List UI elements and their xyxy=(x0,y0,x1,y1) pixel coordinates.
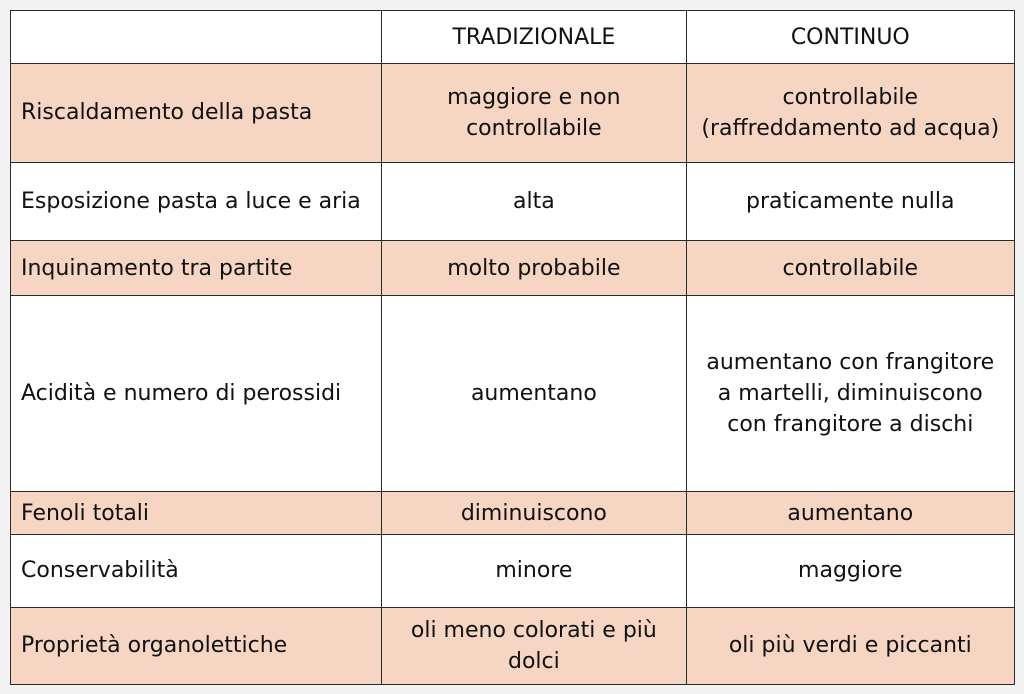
continuo-value: controllabile xyxy=(686,241,1014,296)
table-header-row xyxy=(11,11,1015,64)
table-row-conservabilita xyxy=(11,535,1015,607)
row-label: Conservabilità xyxy=(11,535,382,607)
header-tradizionale: TRADIZIONALE xyxy=(382,11,686,64)
tradizionale-value: oli meno colorati e più dolci xyxy=(382,607,686,684)
table-row-proprieta xyxy=(11,607,1015,684)
continuo-value: praticamente nulla xyxy=(686,162,1014,240)
tradizionale-value: minore xyxy=(382,535,686,607)
tradizionale-value: alta xyxy=(382,162,686,240)
tradizionale-value: maggiore e non controllabile xyxy=(382,64,686,162)
row-label: Proprietà organolettiche xyxy=(11,607,382,684)
row-label: Inquinamento tra partite xyxy=(11,241,382,296)
table-row-riscaldamento xyxy=(11,64,1015,162)
continuo-value: aumentano con frangitore a martelli, diminuiscono con frangitore a dischi xyxy=(686,296,1014,492)
tradizionale-value: aumentano xyxy=(382,296,686,492)
header-continuo: CONTINUO xyxy=(686,11,1014,64)
row-label: Fenoli totali xyxy=(11,492,382,535)
row-label: Acidità e numero di perossidi xyxy=(11,296,382,492)
row-label: Riscaldamento della pasta xyxy=(11,64,382,162)
comparison-table xyxy=(10,10,1015,685)
table-row-inquinamento xyxy=(11,241,1015,296)
continuo-value: aumentano xyxy=(686,492,1014,535)
continuo-value: maggiore xyxy=(686,535,1014,607)
continuo-value: oli più verdi e piccanti xyxy=(686,607,1014,684)
table-row-acidita xyxy=(11,296,1015,492)
table-row-fenoli xyxy=(11,492,1015,535)
tradizionale-value: molto probabile xyxy=(382,241,686,296)
continuo-value: controllabile (raffreddamento ad acqua) xyxy=(686,64,1014,162)
row-label: Esposizione pasta a luce e aria xyxy=(11,162,382,240)
header-corner-cell xyxy=(11,11,382,64)
table-row-esposizione xyxy=(11,162,1015,240)
tradizionale-value: diminuiscono xyxy=(382,492,686,535)
